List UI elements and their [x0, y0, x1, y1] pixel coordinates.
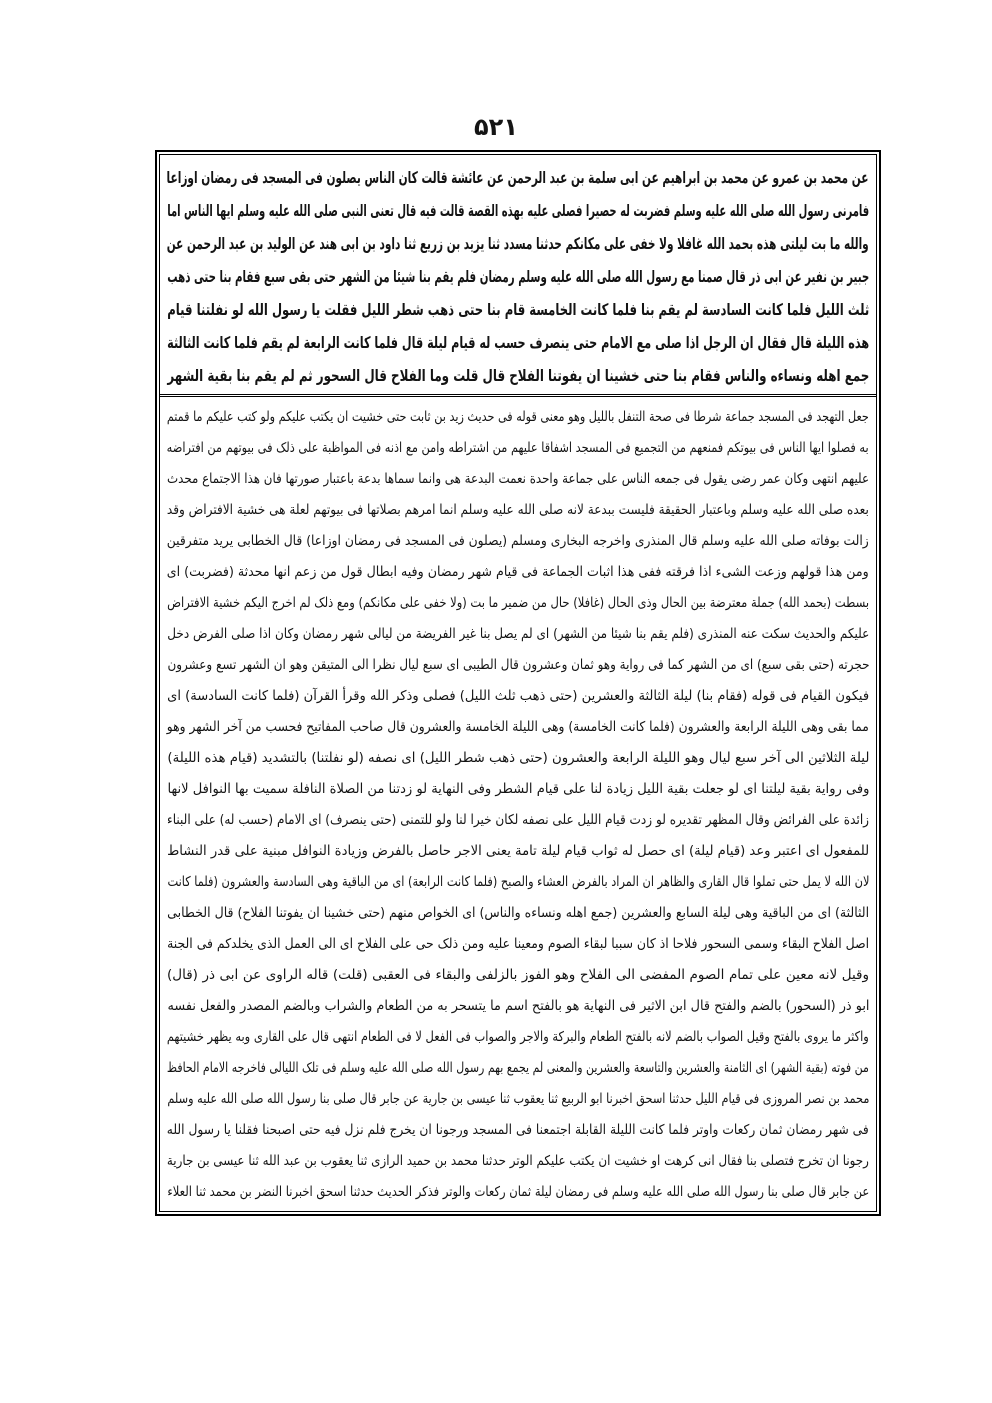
- hadith-line: [167, 326, 869, 359]
- commentary-line-text: لیلة الثلاثین الی آخر سبع لیال وهو اللیلة الرابعة والعشرون (حتی ذهب شطر اللیل) ای نصفه (لو نفلتنا) بالتشدید (قیام هذه اللیلة): [167, 750, 869, 766]
- hadith-line-text: والله ما بت لیلتی هذه بحمد الله غافلا ولا خفی علی مکانکم حدثنا مسدد ثنا یزید بن زریع ثنا داود بن ابی هند عن الولید بن عبد الرحمن عن: [167, 234, 869, 253]
- commentary-line-text: واکثر ما یروی بالفتح وقیل الصواب بالضم لانه بالفتح الطعام والبرکة والاجر والصواب فی الفعل لا فی الطعام انتهی قال علی القاری وبه یظهر خشیتهم: [167, 1029, 869, 1045]
- hadith-line: [167, 260, 869, 293]
- commentary-line: [167, 464, 869, 495]
- commentary-line: [167, 960, 869, 991]
- commentary-line: [167, 433, 869, 464]
- commentary-line: [167, 402, 869, 433]
- commentary-line: [167, 650, 869, 681]
- commentary-line-text: وفی روایة بقیة لیلتنا ای لو جعلت بقیة اللیل زیادة لنا علی قیام الشطر وفی النهایة لو زدتنا من الصلاة النافلة سمیت بها النوافل لانها: [167, 781, 869, 797]
- commentary-line-text: اصل الفلاح البقاء وسمی السحور فلاحا اذ کان سببا لبقاء الصوم ومعینا علیه ومن ذلک حی علی الفلاح ای الی العمل الذی یخلدکم فی الجنة: [167, 936, 869, 952]
- commentary-line-text: لان الله لا یمل حتی تملوا قال القاری والظاهر ان المراد بالفرض العشاء والصبح (فلما کانت الرابعة) ای من الباقیة وهی السادسة والعشرون (فلما کانت: [167, 874, 869, 890]
- commentary-line: [167, 1177, 869, 1208]
- commentary-line-text: فی شهر رمضان ثمان رکعات واوتر فلما کانت اللیلة القابلة اجتمعنا فی المسجد ورجونا ان یخرج فلم نزل فیه حتی اصبحنا فقلنا یا رسول الله: [167, 1122, 869, 1138]
- commentary-line-text: حجرته (حتی بقی سبع) ای من الشهر کما فی روایة وهو ثمان وعشرون قال الطیبی ای سبع لیال نظرا الی المتیقن وهو ان الشهر تسع وعشرون: [167, 657, 869, 673]
- hadith-line-text: جمع اهله ونساءه والناس فقام بنا حتی خشینا ان یفوتنا الفلاح قال قلت وما الفلاح قال السحور ثم لم یقم بنا بقیة الشهر: [167, 366, 869, 385]
- hadith-line: [167, 227, 869, 260]
- commentary-line: [167, 526, 869, 557]
- commentary-line-text: بسطت (بحمد الله) جملة معترضة بین الحال وذی الحال (غافلا) حال من ضمیر ما بت (ولا خفی علی مکانکم) ومع ذلک لم اخرج الیکم خشیة الافتراض: [167, 595, 869, 611]
- hadith-line: [167, 161, 869, 194]
- commentary-line-text: فیکون القیام فی قوله (فقام بنا) لیلة الثالثة والعشرین (حتی ذهب ثلث اللیل) فصلی وذکر الله وقرأ القرآن (فلما کانت السادسة) ای: [167, 688, 869, 704]
- hadith-line-text: ثلث اللیل فلما کانت السادسة لم یقم بنا فلما کانت الخامسة قام بنا حتی ذهب شطر اللیل فقلت یا رسول الله لو نفلتنا قیام: [167, 300, 869, 319]
- commentary-line: [167, 1115, 869, 1146]
- commentary-line: [167, 898, 869, 929]
- commentary-line: [167, 712, 869, 743]
- commentary-line-text: زالت بوفاته صلی الله علیه وسلم قال المنذری واخرجه البخاری ومسلم (یصلون فی المسجد فی رمضان اوزاعا) قال الخطابی یرید متفرقین: [167, 533, 869, 549]
- commentary-line: [167, 588, 869, 619]
- commentary-line-text: ابو ذر (السحور) بالضم والفتح قال ابن الاثیر فی النهایة هو بالفتح اسم ما یتسحر به من الطعام والشراب وبالضم المصدر والفعل نفسه: [167, 998, 869, 1014]
- commentary-line-text: الثالثة) ای من الباقیة وهی لیلة السابع والعشرین (جمع اهله ونساءه والناس) ای الخواص منهم (حتی خشینا ان یفوتنا الفلاح) قال الخطابی: [167, 905, 869, 921]
- page-frame-inner: [159, 154, 877, 1212]
- commentary-line: [167, 929, 869, 960]
- commentary-line-text: عن جابر قال صلی بنا رسول الله صلی الله علیه وسلم فی رمضان لیلة ثمان رکعات والوتر فذکر الحدیث حدثنا اسحق اخبرنا النضر بن محمد ثنا العلاء: [167, 1184, 869, 1200]
- commentary-line: [167, 557, 869, 588]
- commentary-line: [167, 836, 869, 867]
- commentary-line: [167, 867, 869, 898]
- commentary-line: [167, 991, 869, 1022]
- page-number: ۵۲۱: [474, 113, 518, 141]
- hadith-line-text: فامرنی رسول الله صلی الله علیه وسلم فضربت له حصیرا فصلی علیه بهذه القصة قالت فیه قال تعنی النبی صلی الله علیه وسلم ایها الناس اما: [167, 201, 869, 220]
- hadith-line: [167, 194, 869, 227]
- commentary-line-text: ومن هذا قولهم وزعت الشیء اذا فرقته ففی هذا اثبات الجماعة فی قیام شهر رمضان وفیه ابطال قول من زعم انها محدثة (فضربت) ای: [167, 564, 869, 580]
- hadith-line: [167, 359, 869, 392]
- commentary-line-text: زائدة علی الفرائض وقال المظهر تقدیره لو زدت قیام اللیل علی نصفه لکان خیرا لنا ولو للتمنی (حتی ینصرف) ای الامام (حسب له) علی البناء: [167, 812, 869, 828]
- commentary-line: [167, 495, 869, 526]
- commentary-line: [167, 1146, 869, 1177]
- hadith-line-text: جبیر بن نفیر عن ابی ذر قال صمنا مع رسول الله صلی الله علیه وسلم رمضان فلم یقم بنا شیئا من الشهر حتی بقی سبع فقام بنا حتی ذهب: [167, 267, 869, 286]
- commentary-line-text: وقیل لانه معین علی تمام الصوم المفضی الی الفلاح وهو الفوز بالزلفی والبقاء فی العقبی (قلت) قاله الراوی عن ابی ذر (قال): [167, 967, 869, 983]
- commentary-line: [167, 1084, 869, 1115]
- commentary-line-text: محمد بن نصر المروزی فی قیام اللیل حدثنا اسحق اخبرنا ابو الربیع ثنا یعقوب ثنا عیسی بن جاریة عن جابر قال صلی بنا رسول الله صلی الله علیه وسلم: [167, 1091, 869, 1107]
- commentary-line-text: رجونا ان تخرج فتصلی بنا فقال انی کرهت او خشیت ان یکتب علیکم الوتر حدثنا محمد بن حمید الرازی ثنا یعقوب بن عبد الله ثنا عیسی بن جاریة: [167, 1153, 869, 1169]
- commentary-line-text: علیکم والحدیث سکت عنه المنذری (فلم یقم بنا شیئا من الشهر) ای لم یصل بنا غیر الفریضة من لیالی شهر رمضان وکان اذا صلی الفرض دخل: [167, 626, 869, 642]
- commentary-line: [167, 681, 869, 712]
- hadith-line: [167, 293, 869, 326]
- commentary-line-text: علیهم انتهی وکان عمر رضی یقول فی جمعه الناس علی جماعة واحدة نعمت البدعة هی وانما سماها بدعة باعتبار صورتها فان هذا الاجتماع محدث: [167, 471, 869, 487]
- commentary-line: [167, 805, 869, 836]
- commentary-line: [167, 619, 869, 650]
- commentary-line-text: للمفعول ای اعتبر وعد (قیام لیلة) ای حصل له ثواب قیام لیلة تامة یعنی الاجر حاصل بالفرض وزیادة النوافل مبنیة علی قدر النشاط: [167, 843, 869, 859]
- commentary-line-text: جعل التهجد فی المسجد جماعة شرطا فی صحة التنفل باللیل وهو معنی قوله فی حدیث زید بن ثابت حتی خشیت ان یکتب علیکم ولو کتب علیکم ما قمتم: [167, 409, 869, 425]
- commentary-line: [167, 774, 869, 805]
- hadith-line-text: عن محمد بن عمرو عن محمد بن ابراهیم عن ابی سلمة بن عبد الرحمن عن عائشة قالت کان الناس یصلون فی المسجد فی رمضان اوزاعا: [167, 168, 869, 187]
- commentary-line-text: مما بقی وهی اللیلة الرابعة والعشرون (فلما کانت الخامسة) وهی اللیلة الخامسة والعشرون قال صاحب المفاتیح فحسب من آخر الشهر وهو: [167, 719, 869, 735]
- commentary-line-text: من فوته (بقیة الشهر) ای الثامنة والعشرین والتاسعة والعشرین والمعنی لم یجمع بهم رسول الله صلی الله علیه وسلم فی تلک اللیالی فاخرجه الامام الحافظ: [167, 1060, 869, 1076]
- hadith-section: [160, 155, 876, 397]
- commentary-line-text: به فصلوا ایها الناس فی بیوتکم فمنعهم من التجمیع فی المسجد اشفاقا علیهم من اشتراطه وامن مع اذنه فی المواظبة علی ذلک فی بیوتهم من افتراضه: [167, 440, 869, 456]
- commentary-line: [167, 1053, 869, 1084]
- hadith-line-text: هذه اللیلة قال فقال ان الرجل اذا صلی مع الامام حتی ینصرف حسب له قیام لیلة قال فلما کانت الرابعة لم یقم فلما کانت الثالثة: [167, 333, 869, 352]
- commentary-line: [167, 1022, 869, 1053]
- commentary-section: [160, 400, 876, 1211]
- commentary-line: [167, 743, 869, 774]
- commentary-line-text: بعده صلی الله علیه وسلم وباعتبار الحقیقة فلیست ببدعة لانه صلی الله علیه وسلم انما امرهم بصلاتها فی بیوتهم لعلة هی خشیة الافتراض وقد: [167, 502, 869, 518]
- page-frame: [155, 150, 881, 1216]
